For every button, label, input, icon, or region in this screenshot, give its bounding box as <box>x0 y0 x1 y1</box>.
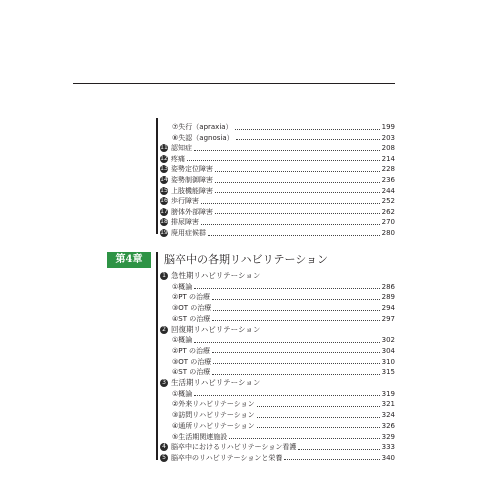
dot-leader <box>194 150 380 151</box>
dot-leader <box>194 288 379 289</box>
toc-entry-label: 生活期リハビリテーション <box>171 378 261 387</box>
page-number: 310 <box>381 357 395 366</box>
toc-entry-label: 姿勢定位障害 <box>171 165 213 174</box>
dot-leader <box>215 213 380 214</box>
item-number-badge: 2 <box>160 326 168 334</box>
dot-leader <box>187 160 380 161</box>
page-number: 270 <box>381 218 395 227</box>
toc-entry[interactable] <box>160 133 395 143</box>
dot-leader <box>194 395 379 396</box>
item-number-badge: 17 <box>160 207 168 215</box>
page-number: 236 <box>381 176 395 184</box>
toc-entry-label: ⑤生活期関連施設 <box>172 432 228 441</box>
item-number-badge: 18 <box>160 218 168 226</box>
dot-leader <box>208 235 380 236</box>
item-number-badge: 16 <box>160 197 168 205</box>
dot-leader <box>236 139 380 140</box>
toc-entry[interactable] <box>160 143 395 153</box>
toc-entry[interactable] <box>160 292 395 302</box>
page-number: 326 <box>381 421 395 430</box>
page-number: 280 <box>381 229 395 237</box>
toc-entry[interactable] <box>160 325 395 335</box>
toc-entry-label: 上肢機能障害 <box>171 186 213 195</box>
chapter-title: 脳卒中の各期リハビリテーション <box>164 253 329 266</box>
page-number: 244 <box>381 186 395 195</box>
dot-leader <box>215 171 380 172</box>
dot-leader <box>213 363 379 364</box>
chapter-sidebar-bar <box>156 252 158 460</box>
dot-leader <box>212 299 380 300</box>
toc-entry[interactable] <box>160 207 395 217</box>
toc-entry-label: 脳卒中のリハビリテーションと栄養 <box>171 453 283 462</box>
page-number: 329 <box>381 432 395 441</box>
page-number: 304 <box>381 346 395 355</box>
page-number: 214 <box>381 154 395 163</box>
page-number: 286 <box>381 282 395 291</box>
toc-entry[interactable] <box>160 367 395 377</box>
page-number: 199 <box>381 123 395 131</box>
toc-entry[interactable] <box>160 335 395 345</box>
dot-leader <box>284 459 379 460</box>
item-number-badge: 13 <box>160 165 168 173</box>
dot-leader <box>212 374 379 375</box>
toc-entry[interactable] <box>160 228 395 238</box>
toc-entry-label: 膀体外部障害 <box>171 207 213 216</box>
toc-entry[interactable] <box>160 378 395 388</box>
toc-entry[interactable] <box>160 453 395 463</box>
page-number: 208 <box>381 144 395 153</box>
dot-leader <box>257 406 380 407</box>
dot-leader <box>213 310 379 311</box>
dot-leader <box>215 182 380 183</box>
toc-entry[interactable] <box>160 410 395 420</box>
dot-leader <box>201 224 380 225</box>
toc-entry[interactable] <box>160 399 395 409</box>
page-number: 324 <box>381 411 395 420</box>
dot-leader <box>298 449 379 450</box>
page-number: 228 <box>381 165 395 174</box>
toc-entry-label: ④通所リハビリテーション <box>172 421 255 430</box>
toc-entry[interactable] <box>160 432 395 442</box>
page-number: 321 <box>381 400 395 409</box>
dot-leader <box>201 203 380 204</box>
item-number-badge: 12 <box>160 154 168 162</box>
page-number: 294 <box>381 304 395 313</box>
dot-leader <box>257 427 380 428</box>
toc-entry-label: ⑧失認（agnosia） <box>172 133 234 142</box>
page-number: 340 <box>381 453 395 462</box>
toc-entry-label: ②PT の治療 <box>172 346 210 355</box>
toc-entry-label: ①概論 <box>172 389 193 398</box>
dot-leader <box>212 320 379 321</box>
page-number: 333 <box>381 443 395 452</box>
toc-entry-label: 回復期リハビリテーション <box>171 324 261 334</box>
toc-entry-label: 姿勢制御障害 <box>171 176 213 184</box>
item-number-badge: 5 <box>160 454 168 462</box>
dot-leader <box>235 129 380 130</box>
toc-entry-label: ②PT の治療 <box>172 293 210 302</box>
page-number: 252 <box>381 197 395 206</box>
page-number: 262 <box>381 207 395 216</box>
toc-entry[interactable] <box>160 186 395 196</box>
toc-entry[interactable] <box>160 196 395 206</box>
toc-entry[interactable] <box>160 271 395 281</box>
item-number-badge: 15 <box>160 186 168 194</box>
item-number-badge: 4 <box>160 443 168 451</box>
toc-entry[interactable] <box>160 421 395 431</box>
page-number: 297 <box>381 314 395 323</box>
item-number-badge: 11 <box>160 144 168 152</box>
toc-entry-label: 疼痛 <box>171 154 185 163</box>
toc-entry-label: ④ST の治療 <box>172 368 211 377</box>
toc-entry[interactable] <box>160 389 395 399</box>
toc-entry[interactable] <box>160 314 395 324</box>
toc-entry-label: 認知症 <box>171 144 192 153</box>
dot-leader <box>194 342 379 343</box>
dot-leader <box>229 438 379 439</box>
toc-entry[interactable] <box>160 122 395 132</box>
toc-entry-label: ⑦失行（apraxia） <box>172 123 233 131</box>
toc-entry[interactable] <box>160 303 395 313</box>
toc-entry[interactable] <box>160 442 395 452</box>
top-rule <box>73 83 395 84</box>
toc-entry-label: ③OT の治療 <box>172 357 212 366</box>
toc-entry-label: ④ST の治療 <box>172 314 211 323</box>
item-number-badge: 19 <box>160 229 168 236</box>
toc-entry-label: ①概論 <box>172 336 193 345</box>
toc-entry[interactable] <box>160 164 395 174</box>
toc-entry-label: ①概論 <box>172 282 193 291</box>
toc-entry[interactable] <box>160 282 395 292</box>
toc-entry-label: 排尿障害 <box>171 218 199 227</box>
dot-leader <box>257 417 380 418</box>
page-number: 289 <box>381 293 395 302</box>
page-number: 319 <box>381 389 395 398</box>
toc-entry-label: ③訪問リハビリテーション <box>172 411 255 420</box>
chapter-badge: 第4章 <box>107 252 151 268</box>
toc-entry-label: 廃用症候群 <box>171 229 206 237</box>
page-number: 302 <box>381 336 395 345</box>
toc-entry-label: ③OT の治療 <box>172 304 212 313</box>
item-number-badge: 3 <box>160 379 168 387</box>
toc-entry[interactable] <box>160 346 395 356</box>
toc-entry[interactable] <box>160 357 395 367</box>
toc-entry[interactable] <box>160 154 395 164</box>
page-number: 315 <box>381 368 395 377</box>
toc-entry[interactable] <box>160 175 395 185</box>
toc-entry-label: ②外来リハビリテーション <box>172 400 255 409</box>
item-number-badge: 1 <box>160 272 168 280</box>
toc-entry-label: 歩行障害 <box>171 197 199 206</box>
section-sidebar-bar <box>156 118 158 234</box>
page-number: 203 <box>381 133 395 142</box>
toc-entry-label: 急性期リハビリテーション <box>171 271 261 280</box>
dot-leader <box>212 352 380 353</box>
toc-entry[interactable] <box>160 217 395 227</box>
dot-leader <box>215 192 380 193</box>
item-number-badge: 14 <box>160 176 168 183</box>
toc-entry-label: 脳卒中におけるリハビリテーション看護 <box>171 443 297 452</box>
